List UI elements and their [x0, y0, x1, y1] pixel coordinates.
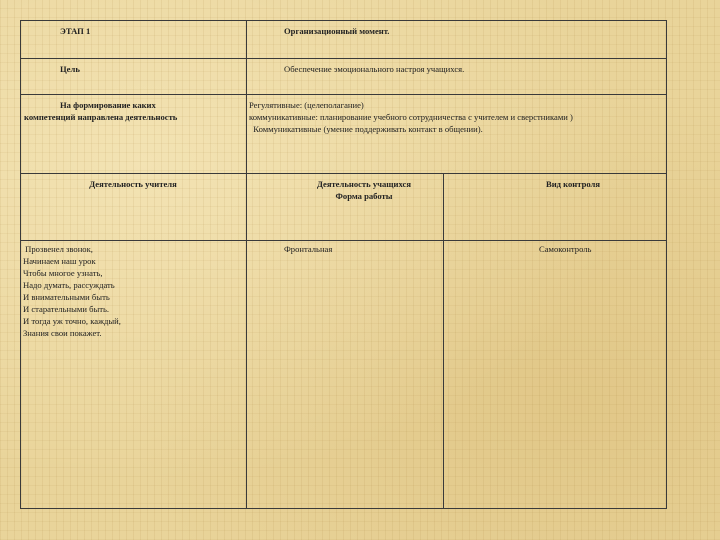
- teacher-poem: [23, 243, 121, 339]
- poem-line: Прозвенел звонок,: [23, 244, 93, 254]
- header-teacher-activity: Деятельность учителя: [89, 179, 177, 189]
- poem-line: Надо думать, рассуждать: [23, 280, 115, 290]
- poem-line: И старательными быть.: [23, 304, 110, 314]
- competencies-label-line2: компетенций направлена деятельность: [24, 112, 178, 122]
- table-column-divider: [443, 173, 444, 509]
- competencies-line: Регулятивные: (целеполагание): [249, 100, 364, 110]
- stage-value: Организационный момент.: [284, 26, 390, 36]
- poem-line: Знания свои покажет.: [23, 328, 102, 338]
- table-border-left: [20, 20, 21, 509]
- competencies-label-line1: На формирование каких: [60, 100, 156, 110]
- poem-line: И тогда уж точно, каждый,: [23, 316, 121, 326]
- table-row-divider: [20, 58, 667, 59]
- table-row-divider: [20, 240, 667, 241]
- poem-line: Начинаем наш урок: [23, 256, 96, 266]
- table-border-bottom: [20, 508, 667, 509]
- header-control-type: Вид контроля: [545, 179, 601, 189]
- goal-value: Обеспечение эмоционального настроя учащихся.: [284, 64, 465, 74]
- header-students-activity: Деятельность учащихся: [316, 179, 412, 189]
- table-row-divider: [20, 173, 667, 174]
- table-border-top: [20, 20, 667, 21]
- poem-line: И внимательными быть: [23, 292, 110, 302]
- table-border-right: [666, 20, 667, 509]
- table-row-divider: [20, 94, 667, 95]
- goal-label: Цель: [60, 64, 80, 74]
- poem-line: Чтобы многое узнать,: [23, 268, 103, 278]
- stage-label: ЭТАП 1: [60, 26, 91, 36]
- header-work-form: Форма работы: [335, 191, 393, 201]
- competencies-line: коммуникативные: планирование учебного сотрудничества с учителем и сверстниками ): [249, 112, 573, 122]
- competencies-line: Коммуникативные (умение поддерживать контакт в общении).: [249, 124, 483, 134]
- table-column-divider: [246, 20, 247, 509]
- work-form-value: Фронтальная: [284, 244, 333, 254]
- control-type-value: Самоконтроль: [539, 244, 592, 254]
